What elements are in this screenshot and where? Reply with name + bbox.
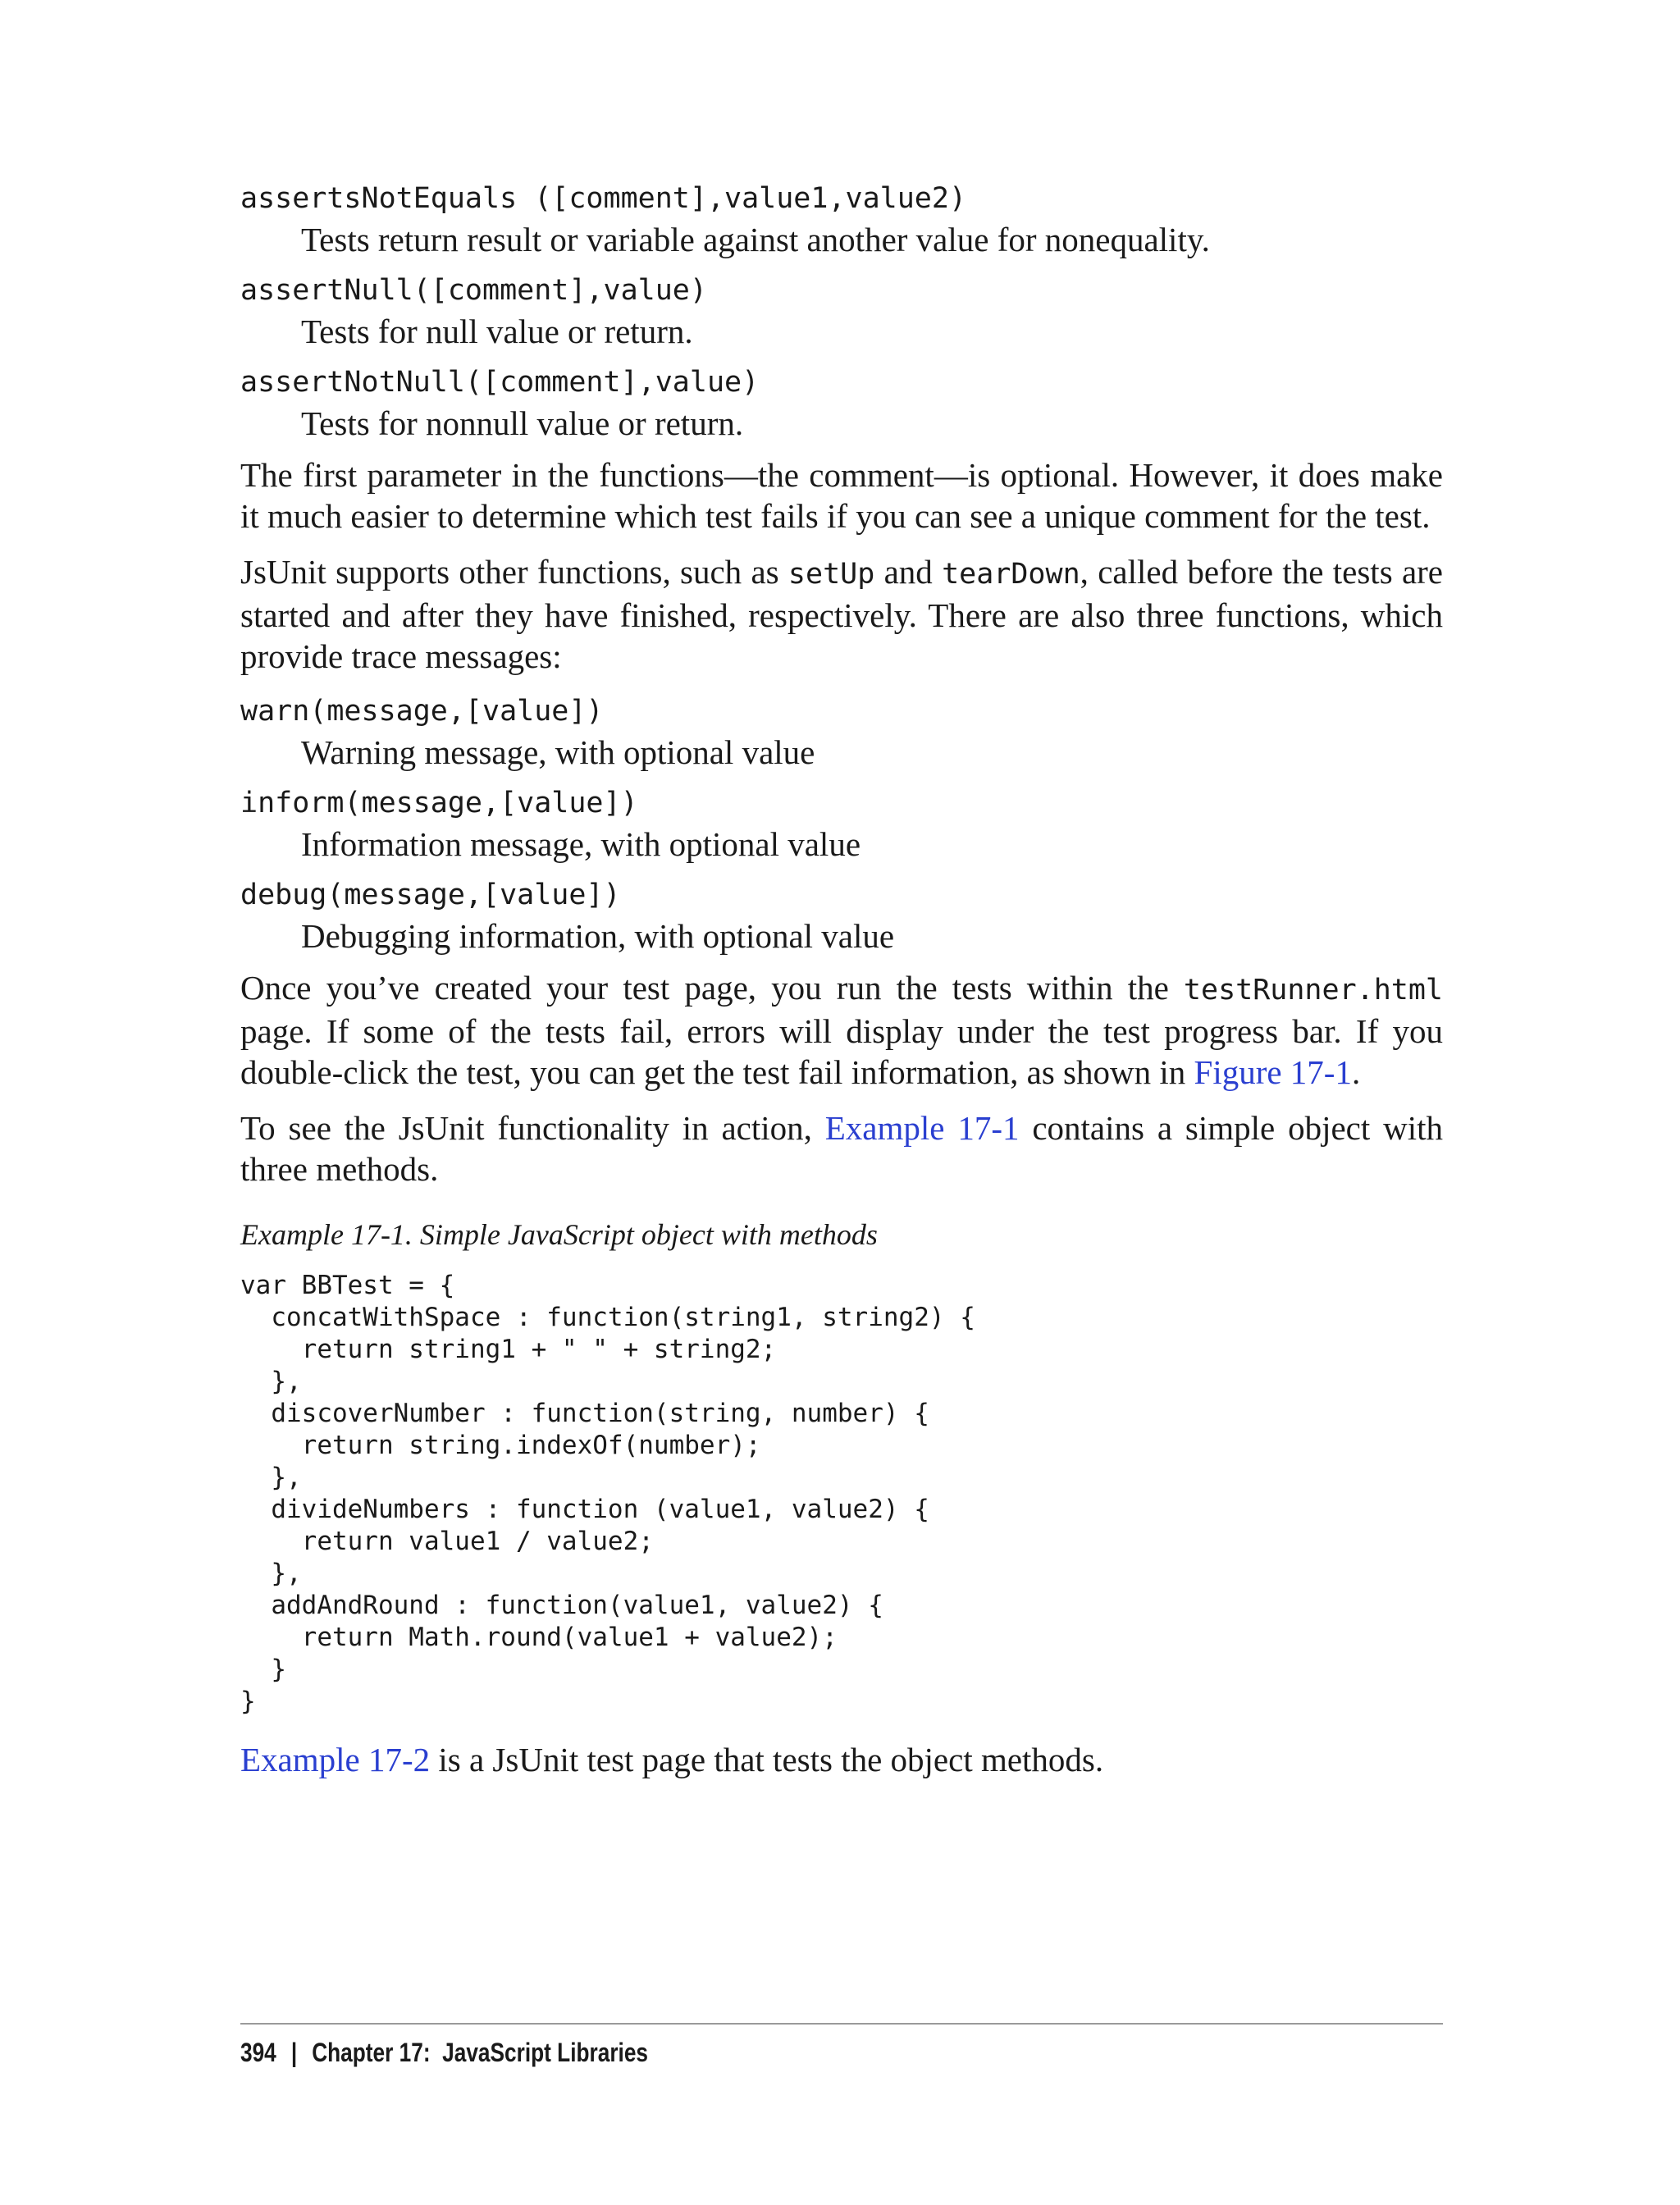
footer-separator: | bbox=[290, 2038, 298, 2067]
text-run: contains a simple object with three methods. bbox=[240, 1109, 1443, 1188]
definition-term: warn(message,[value]) bbox=[240, 695, 604, 728]
code-line: }, bbox=[240, 1367, 302, 1396]
paragraph-other-functions bbox=[240, 551, 1443, 677]
code-line: return string1 + " " + string2; bbox=[240, 1335, 777, 1364]
definition-term: assertsNotEquals ([comment],value1,value2) bbox=[240, 182, 967, 215]
definition-term: assertNotNull([comment],value) bbox=[240, 366, 760, 399]
code-line: } bbox=[240, 1687, 256, 1716]
code-line: concatWithSpace : function(string1, string2) { bbox=[240, 1303, 975, 1332]
definition-term: debug(message,[value]) bbox=[240, 879, 621, 911]
running-chapter-title: Chapter 17: JavaScript Libraries bbox=[312, 2038, 649, 2067]
definition-list-trace bbox=[240, 692, 1443, 957]
code-line: return Math.round(value1 + value2); bbox=[240, 1623, 838, 1652]
code-line: }, bbox=[240, 1463, 302, 1492]
code-line: }, bbox=[240, 1559, 302, 1588]
code-line: } bbox=[240, 1655, 286, 1684]
inline-code: testRunner.html bbox=[1183, 974, 1443, 1007]
definition-description: Tests for null value or return. bbox=[301, 313, 693, 350]
code-line: divideNumbers : function (value1, value2) { bbox=[240, 1495, 929, 1524]
footer-rule bbox=[240, 2023, 1443, 2025]
code-block bbox=[240, 1270, 1443, 1718]
code-line: return string.indexOf(number); bbox=[240, 1431, 761, 1460]
paragraph-comment-optional: The first parameter in the functions—the comment—is optional. However, it does make it much easier to determine which test fails if you can see a unique comment for the test. bbox=[240, 456, 1443, 535]
text-run: and bbox=[874, 553, 943, 591]
definition-term: assertNull([comment],value) bbox=[240, 274, 707, 307]
inline-code: setUp bbox=[788, 558, 875, 591]
example-caption: Example 17-1. Simple JavaScript object with methods bbox=[240, 1218, 878, 1251]
text-run: . bbox=[1351, 1053, 1361, 1091]
code-line: addAndRound : function(value1, value2) { bbox=[240, 1591, 883, 1620]
text-run: Once you’ve created your test page, you run the tests within the bbox=[240, 969, 1184, 1007]
definition-list-asserts bbox=[240, 179, 1443, 445]
definition-description: Warning message, with optional value bbox=[301, 733, 815, 771]
page-footer bbox=[240, 2033, 648, 2072]
page-content bbox=[240, 179, 1443, 1795]
text-run: page. If some of the tests fail, errors will display under the test progress bar. If you double-click the test, you can get the test fail information, as shown in bbox=[240, 1012, 1443, 1091]
code-line: var BBTest = { bbox=[240, 1271, 455, 1300]
definition-description: Debugging information, with optional value bbox=[301, 917, 895, 955]
paragraph-test-runner bbox=[240, 967, 1443, 1093]
figure-link[interactable]: Figure 17-1 bbox=[1194, 1053, 1352, 1091]
text-run: To see the JsUnit functionality in action, bbox=[240, 1109, 825, 1147]
paragraph-example-intro bbox=[240, 1107, 1443, 1189]
page-number: 394 bbox=[240, 2038, 276, 2067]
text-run: is a JsUnit test page that tests the object methods. bbox=[430, 1741, 1104, 1778]
text-run: , called before the tests are started and after they have finished, respectively. There are also three functions, which provide trace messages: bbox=[240, 553, 1443, 675]
definition-term: inform(message,[value]) bbox=[240, 787, 638, 819]
definition-description: Tests return result or variable against another value for nonequality. bbox=[301, 221, 1210, 258]
inline-code: tearDown bbox=[942, 558, 1080, 591]
definition-description: Information message, with optional value bbox=[301, 825, 861, 863]
definition-description: Tests for nonnull value or return. bbox=[301, 404, 744, 442]
paragraph-next-example bbox=[240, 1739, 1443, 1780]
text-run: JsUnit supports other functions, such as bbox=[240, 553, 788, 591]
code-line: return value1 / value2; bbox=[240, 1527, 654, 1556]
example-link[interactable]: Example 17-1 bbox=[824, 1109, 1020, 1147]
code-line: discoverNumber : function(string, number) { bbox=[240, 1399, 929, 1428]
example-link[interactable]: Example 17-2 bbox=[240, 1741, 431, 1778]
